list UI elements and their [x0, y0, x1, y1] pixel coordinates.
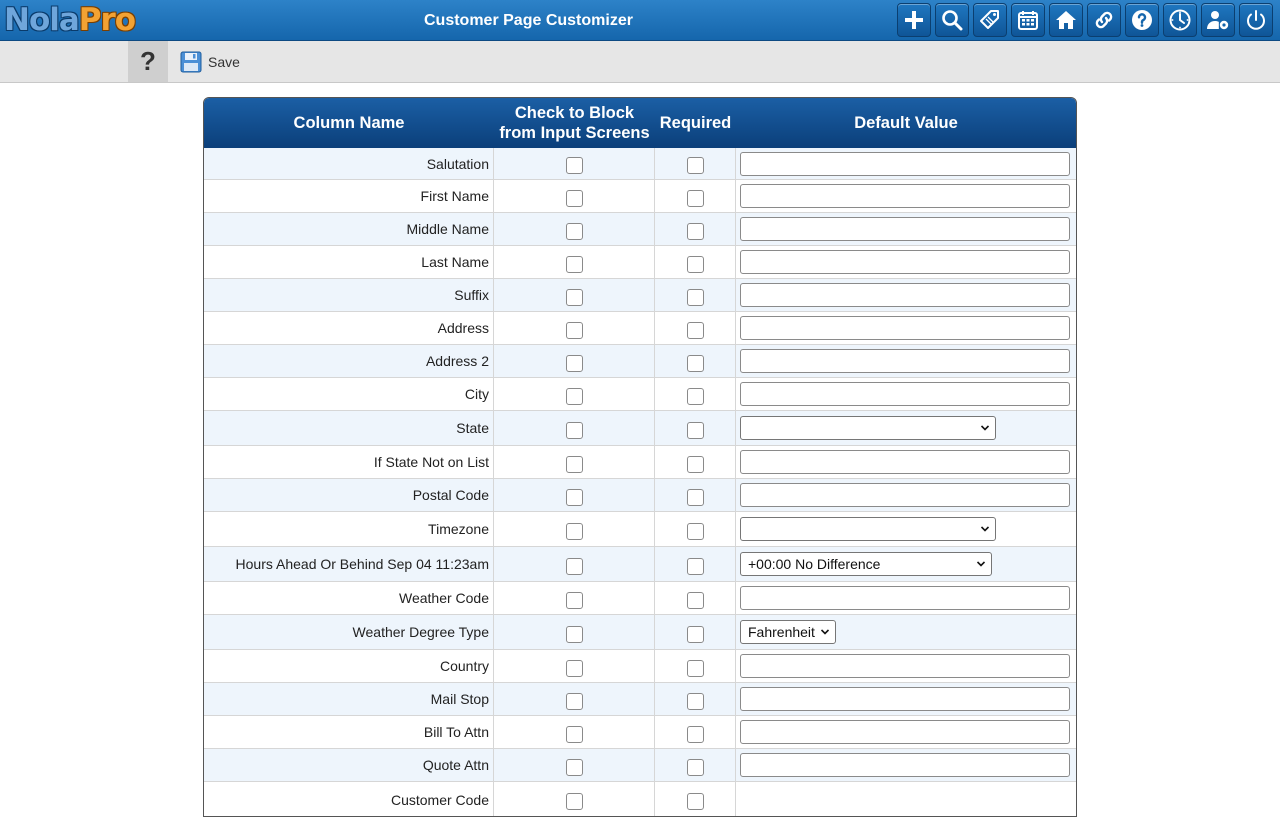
default-value-input[interactable]	[740, 483, 1070, 507]
logo-text-nola: Nola	[4, 2, 79, 38]
table-row	[204, 749, 1076, 782]
column-name-cell: Address 2	[204, 345, 494, 377]
block-cell	[494, 479, 655, 511]
block-checkbox[interactable]	[566, 626, 583, 643]
block-cell	[494, 547, 655, 581]
default-value-cell	[736, 378, 1076, 410]
action-toolbar	[0, 41, 1280, 83]
table-row	[204, 615, 1076, 650]
default-value-input[interactable]	[740, 720, 1070, 744]
default-value-cell	[736, 512, 1076, 546]
default-value-input[interactable]	[740, 687, 1070, 711]
table-row	[204, 213, 1076, 246]
select-value: +00:00 No Difference	[748, 556, 881, 572]
user-settings-icon	[1206, 8, 1230, 32]
logout-button[interactable]	[1239, 3, 1273, 37]
save-button[interactable]	[180, 50, 240, 74]
block-cell	[494, 411, 655, 445]
required-checkbox[interactable]	[687, 693, 704, 710]
required-cell	[655, 582, 736, 614]
required-checkbox[interactable]	[687, 388, 704, 405]
default-value-cell	[736, 547, 1076, 581]
column-name-cell: First Name	[204, 180, 494, 212]
table-row	[204, 446, 1076, 479]
link-button[interactable]	[1087, 3, 1121, 37]
required-cell	[655, 512, 736, 546]
chevron-down-icon	[981, 525, 989, 533]
block-cell	[494, 615, 655, 649]
table-row	[204, 512, 1076, 547]
required-cell	[655, 312, 736, 344]
default-value-cell	[736, 279, 1076, 311]
block-cell	[494, 148, 655, 179]
default-value-input[interactable]	[740, 316, 1070, 340]
top-header-bar	[0, 0, 1280, 41]
block-checkbox[interactable]	[566, 322, 583, 339]
home-button[interactable]	[1049, 3, 1083, 37]
column-name-cell: Last Name	[204, 246, 494, 278]
block-cell	[494, 512, 655, 546]
column-name-cell: Hours Ahead Or Behind Sep 04 11:23am	[204, 547, 494, 581]
default-value-cell	[736, 180, 1076, 212]
header-required: Required	[659, 114, 732, 132]
select-value: Fahrenheit	[748, 624, 815, 640]
column-name-cell: Weather Degree Type	[204, 615, 494, 649]
required-cell	[655, 479, 736, 511]
table-row	[204, 411, 1076, 446]
default-value-input[interactable]	[740, 250, 1070, 274]
required-cell	[655, 650, 736, 682]
required-checkbox[interactable]	[687, 256, 704, 273]
default-value-cell	[736, 683, 1076, 715]
block-cell	[494, 749, 655, 781]
block-cell	[494, 213, 655, 245]
default-value-cell	[736, 213, 1076, 245]
default-value-input[interactable]	[740, 283, 1070, 307]
save-label: Save	[208, 54, 240, 70]
add-button[interactable]	[897, 3, 931, 37]
required-cell	[655, 411, 736, 445]
required-checkbox[interactable]	[687, 660, 704, 677]
column-name-cell: Postal Code	[204, 479, 494, 511]
default-value-cell	[736, 582, 1076, 614]
required-checkbox[interactable]	[687, 322, 704, 339]
table-row	[204, 547, 1076, 582]
default-value-input[interactable]	[740, 152, 1070, 176]
block-cell	[494, 345, 655, 377]
block-cell	[494, 716, 655, 748]
default-value-select[interactable]	[740, 620, 836, 644]
column-name-cell: Suffix	[204, 279, 494, 311]
block-cell	[494, 683, 655, 715]
block-checkbox[interactable]	[566, 759, 583, 776]
search-icon	[940, 8, 964, 32]
table-row	[204, 582, 1076, 615]
required-cell	[655, 148, 736, 179]
column-name-cell: State	[204, 411, 494, 445]
block-cell	[494, 378, 655, 410]
default-value-cell	[736, 650, 1076, 682]
block-checkbox[interactable]	[566, 693, 583, 710]
header-block-line2: from Input Screens	[499, 124, 650, 142]
floppy-disk-icon	[180, 51, 202, 73]
chevron-down-icon	[981, 424, 989, 432]
search-button[interactable]	[935, 3, 969, 37]
calendar-icon	[1016, 8, 1040, 32]
user-settings-button[interactable]	[1201, 3, 1235, 37]
required-checkbox[interactable]	[687, 456, 704, 473]
default-value-input[interactable]	[740, 217, 1070, 241]
default-value-cell	[736, 411, 1076, 445]
required-checkbox[interactable]	[687, 523, 704, 540]
default-value-cell	[736, 446, 1076, 478]
column-name-cell: Address	[204, 312, 494, 344]
required-checkbox[interactable]	[687, 355, 704, 372]
required-checkbox[interactable]	[687, 793, 704, 810]
block-checkbox[interactable]	[566, 223, 583, 240]
column-name-cell: Mail Stop	[204, 683, 494, 715]
column-name-cell: City	[204, 378, 494, 410]
header-default-value: Default Value	[854, 114, 958, 132]
block-cell	[494, 180, 655, 212]
default-value-select[interactable]	[740, 517, 996, 541]
question-mark-icon: ?	[140, 46, 156, 76]
table-row	[204, 345, 1076, 378]
logo-text-pro: Pro	[78, 2, 136, 38]
table-row	[204, 716, 1076, 749]
column-name-cell: Timezone	[204, 512, 494, 546]
block-checkbox[interactable]	[566, 157, 583, 174]
block-checkbox[interactable]	[566, 256, 583, 273]
block-checkbox[interactable]	[566, 355, 583, 372]
block-cell	[494, 312, 655, 344]
power-icon	[1244, 8, 1268, 32]
default-value-cell	[736, 312, 1076, 344]
block-checkbox[interactable]	[566, 388, 583, 405]
required-cell	[655, 246, 736, 278]
column-name-cell: Salutation	[204, 148, 494, 179]
required-cell	[655, 180, 736, 212]
block-checkbox[interactable]	[566, 456, 583, 473]
required-checkbox[interactable]	[687, 759, 704, 776]
required-checkbox[interactable]	[687, 726, 704, 743]
table-row	[204, 246, 1076, 279]
table-header	[204, 98, 1076, 148]
default-value-input[interactable]	[740, 382, 1070, 406]
block-cell	[494, 650, 655, 682]
default-value-cell	[736, 615, 1076, 649]
column-name-cell: Customer Code	[204, 782, 494, 817]
column-name-cell: Bill To Attn	[204, 716, 494, 748]
default-value-cell	[736, 749, 1076, 781]
required-checkbox[interactable]	[687, 190, 704, 207]
header-block	[494, 98, 655, 148]
link-icon	[1092, 8, 1116, 32]
page-title: Customer Page Customizer	[424, 12, 633, 29]
help-button[interactable]	[1125, 3, 1159, 37]
table-row	[204, 650, 1076, 683]
block-cell	[494, 582, 655, 614]
plus-icon	[902, 8, 926, 32]
table-row	[204, 683, 1076, 716]
required-cell	[655, 749, 736, 781]
table-row	[204, 279, 1076, 312]
chevron-down-icon	[821, 628, 829, 636]
required-cell	[655, 683, 736, 715]
default-value-cell	[736, 148, 1076, 179]
column-name-cell: Country	[204, 650, 494, 682]
block-checkbox[interactable]	[566, 190, 583, 207]
default-value-cell	[736, 479, 1076, 511]
tag-icon	[978, 8, 1002, 32]
required-cell	[655, 345, 736, 377]
required-cell	[655, 446, 736, 478]
required-checkbox[interactable]	[687, 289, 704, 306]
block-checkbox[interactable]	[566, 289, 583, 306]
required-checkbox[interactable]	[687, 422, 704, 439]
page-help-button[interactable]	[128, 41, 168, 82]
block-checkbox[interactable]	[566, 660, 583, 677]
default-value-input[interactable]	[740, 586, 1070, 610]
calendar-button[interactable]	[1011, 3, 1045, 37]
required-cell	[655, 716, 736, 748]
block-checkbox[interactable]	[566, 726, 583, 743]
table-row	[204, 378, 1076, 411]
required-checkbox[interactable]	[687, 223, 704, 240]
required-checkbox[interactable]	[687, 558, 704, 575]
history-button[interactable]	[1163, 3, 1197, 37]
column-name-cell: Quote Attn	[204, 749, 494, 781]
column-name-cell: Weather Code	[204, 582, 494, 614]
column-name-cell: If State Not on List	[204, 446, 494, 478]
block-cell	[494, 246, 655, 278]
required-cell	[655, 547, 736, 581]
default-value-cell	[736, 345, 1076, 377]
required-checkbox[interactable]	[687, 489, 704, 506]
column-name-cell: Middle Name	[204, 213, 494, 245]
header-column-name: Column Name	[293, 114, 405, 132]
header-block-line1: Check to Block	[514, 104, 635, 122]
block-checkbox[interactable]	[566, 422, 583, 439]
default-value-cell	[736, 716, 1076, 748]
block-checkbox[interactable]	[566, 592, 583, 609]
block-checkbox[interactable]	[566, 793, 583, 810]
block-checkbox[interactable]	[566, 523, 583, 540]
default-value-select[interactable]	[740, 552, 992, 576]
required-cell	[655, 378, 736, 410]
default-value-input[interactable]	[740, 654, 1070, 678]
customizer-table	[203, 97, 1077, 817]
chevron-down-icon	[977, 560, 985, 568]
tags-button[interactable]	[973, 3, 1007, 37]
default-value-select[interactable]	[740, 416, 996, 440]
block-checkbox[interactable]	[566, 489, 583, 506]
help-icon	[1130, 8, 1154, 32]
home-icon	[1054, 8, 1078, 32]
required-cell	[655, 213, 736, 245]
nolapro-logo[interactable]	[4, 2, 135, 38]
table-row	[204, 312, 1076, 345]
clock-icon	[1168, 8, 1192, 32]
required-cell	[655, 615, 736, 649]
table-row	[204, 479, 1076, 512]
block-cell	[494, 279, 655, 311]
table-row	[204, 148, 1076, 180]
default-value-input[interactable]	[740, 349, 1070, 373]
required-checkbox[interactable]	[687, 592, 704, 609]
default-value-cell	[736, 246, 1076, 278]
default-value-input[interactable]	[740, 184, 1070, 208]
block-checkbox[interactable]	[566, 558, 583, 575]
required-cell	[655, 279, 736, 311]
required-checkbox[interactable]	[687, 626, 704, 643]
default-value-input[interactable]	[740, 450, 1070, 474]
table-row	[204, 180, 1076, 213]
required-checkbox[interactable]	[687, 157, 704, 174]
default-value-input[interactable]	[740, 753, 1070, 777]
block-cell	[494, 446, 655, 478]
